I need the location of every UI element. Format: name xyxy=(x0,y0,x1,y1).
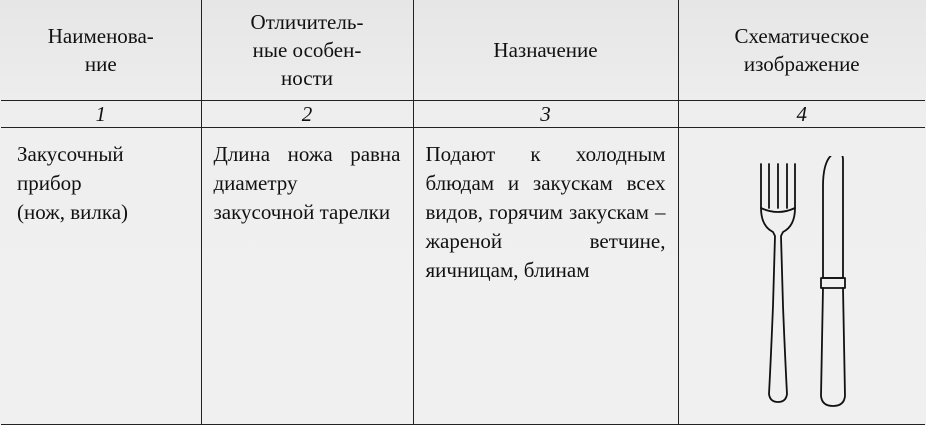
header-name xyxy=(1,0,201,101)
cutlery-illustration xyxy=(679,128,926,424)
header-image xyxy=(678,0,925,101)
header-purpose xyxy=(413,0,678,101)
cutlery-table xyxy=(1,0,925,425)
header-features-text: Отличитель- ные особен- ности xyxy=(250,10,364,90)
header-image-text: Схематическое изображение xyxy=(734,24,870,76)
column-number-2: 2 xyxy=(201,101,413,128)
cell-image xyxy=(678,128,925,425)
header-row xyxy=(1,0,925,101)
cutlery-svg xyxy=(753,156,873,416)
column-number-4: 4 xyxy=(678,101,925,128)
cell-name-text: Закусочный прибор (нож, вилка) xyxy=(17,142,129,224)
cell-features-text: Длина ножа равна диаметру закусочной тарелки xyxy=(213,142,401,224)
header-name-text: Наименова- ние xyxy=(47,24,154,76)
knife-icon xyxy=(821,156,845,406)
cell-name xyxy=(1,128,201,425)
fork-icon xyxy=(761,164,795,402)
column-number-row xyxy=(1,101,925,128)
cell-purpose-text: Подают к холодным блюдам и закускам всех видов, горячим закускам – жареной ветчине, яичницам, блинам xyxy=(425,142,666,282)
table-row xyxy=(1,128,925,425)
column-number-3: 3 xyxy=(413,101,678,128)
column-number-1: 1 xyxy=(1,101,201,128)
header-features xyxy=(201,0,413,101)
header-purpose-text: Назначение xyxy=(493,38,598,62)
cell-purpose xyxy=(413,128,678,425)
cell-features xyxy=(201,128,413,425)
